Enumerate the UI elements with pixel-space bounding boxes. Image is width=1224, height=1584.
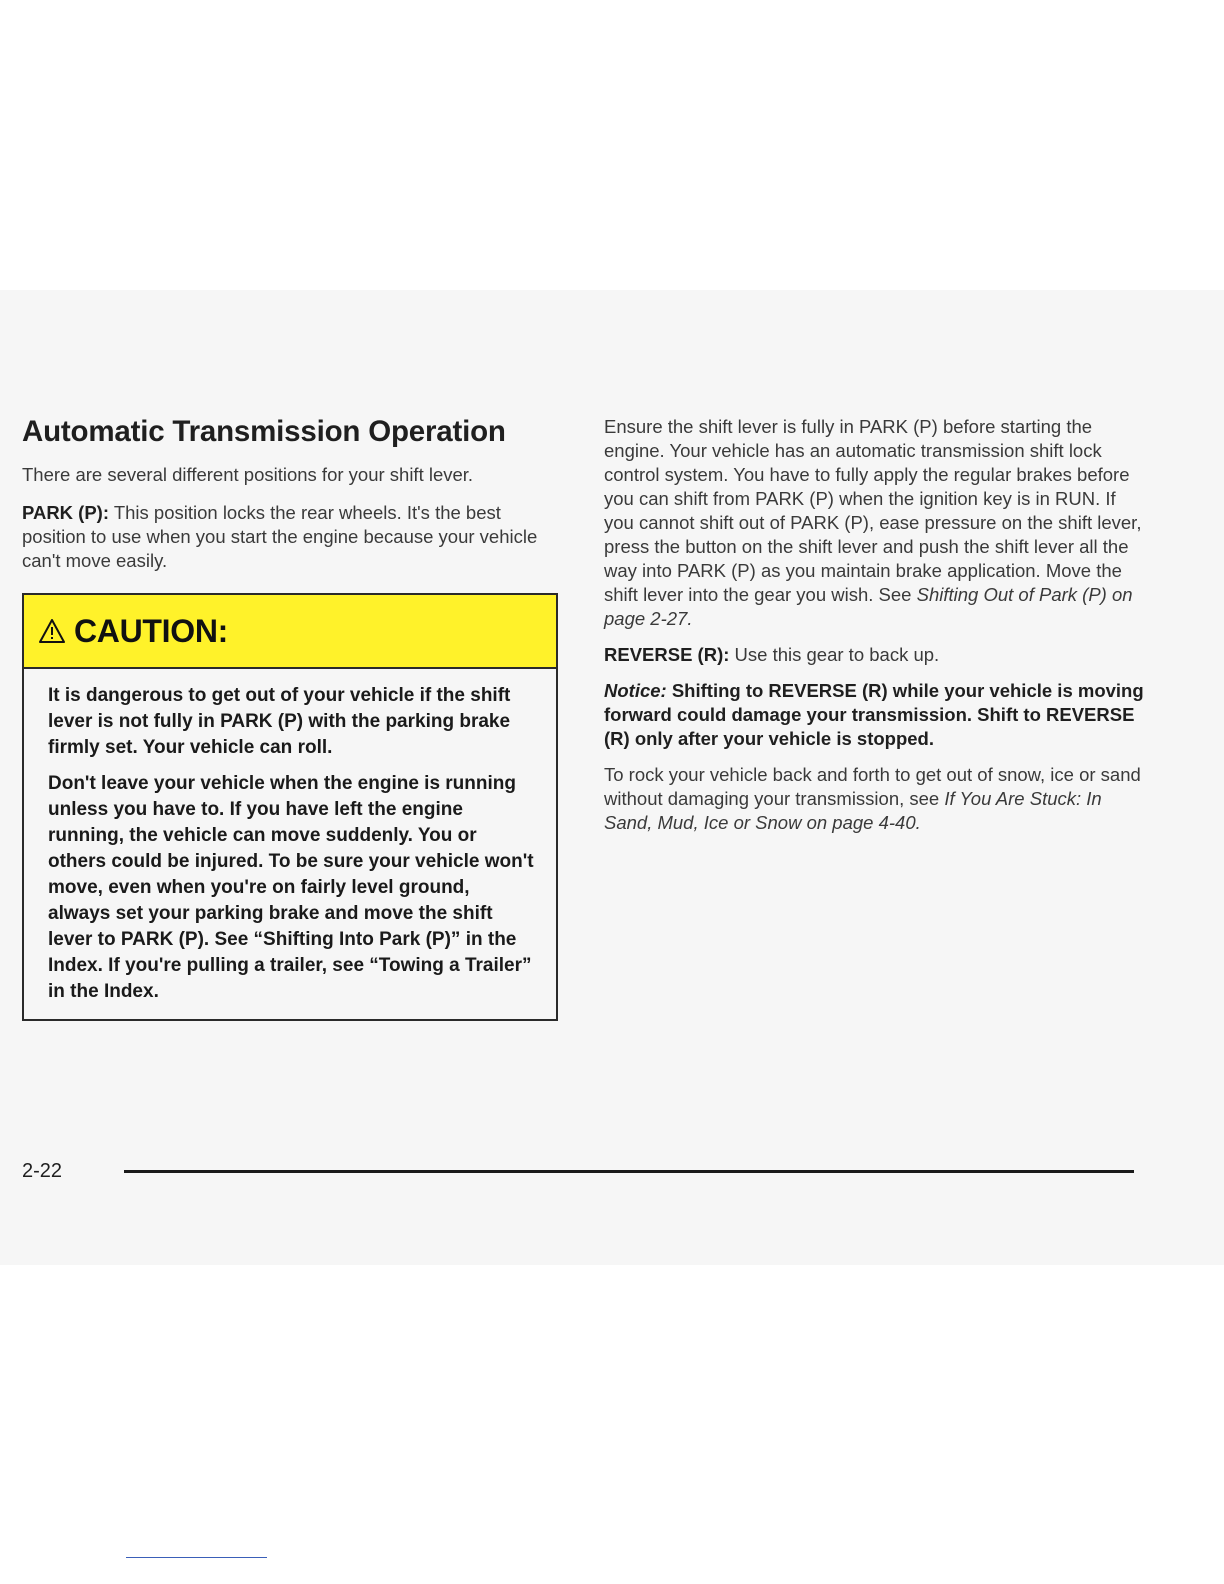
caution-body [24,669,556,1019]
park-label: PARK (P): [22,502,110,523]
rock-paragraph [604,763,1144,835]
ensure-reference: Shifting Out of Park (P) on page 2-27. [604,584,1133,629]
rock-text: To rock your vehicle back and forth to get out of snow, ice or sand without damaging your transmission, see [604,764,1141,809]
rock-reference: If You Are Stuck: In Sand, Mud, Ice or Snow on page 4-40. [604,788,1102,833]
notice-label: Notice: [604,680,667,701]
manual-page [0,290,1224,1265]
right-column [604,415,1144,835]
warning-triangle-icon [38,618,66,644]
page-number: 2-22 [22,1160,63,1182]
caution-paragraph-2: Don't leave your vehicle when the engine is running unless you have to. If you have left the engine running, the vehicle can move suddenly. You or others could be injured. To be sure your vehicle won't move, even when you're on fairly level ground, always set your parking brake and move the shift lever to PARK (P). See “Shifting Into Park (P)” in the Index. If you're pulling a trailer, see “Towing a Trailer” in the Index. [48,773,534,1002]
left-column [22,415,562,1021]
page-footer [22,1160,1136,1184]
page-title: Automatic Transmission Operation [22,415,506,448]
caution-paragraph-1: It is dangerous to get out of your vehicle if the shift lever is not fully in PARK (P) with the parking brake firmly set. Your vehicle can roll. [48,685,511,758]
footer-rule [124,1170,1134,1173]
notice-paragraph [604,679,1144,751]
reverse-text: Use this gear to back up. [729,644,940,665]
caution-title: CAUTION: [74,612,229,649]
reverse-paragraph [604,643,1144,667]
park-text: This position locks the rear wheels. It's the best position to use when you start the engine because your vehicle can't move easily. [22,502,538,571]
caution-box [22,593,558,1021]
notice-text: Shifting to REVERSE (R) while your vehicle is moving forward could damage your transmission. Shift to REVERSE (R) only after your vehicle is stopped. [604,680,1144,749]
intro-paragraph: There are several different positions for your shift lever. [22,464,474,485]
reverse-label: REVERSE (R): [604,644,730,665]
park-paragraph [22,501,562,573]
bottom-link-underline [126,1557,267,1558]
caution-header [24,595,556,669]
ensure-paragraph [604,415,1144,631]
ensure-text: Ensure the shift lever is fully in PARK (P) before starting the engine. Your vehicle has an automatic transmission shift lock control system. You have to fully apply the regular brakes before you can shift from PARK (P) when the ignition key is in RUN. If you cannot shift out of PARK (P), ease pressure on the shift lever, press the button on the shift lever and push the shift lever all the way into PARK (P) as you maintain brake application. Move the shift lever into the gear you wish. See [604,416,1142,605]
